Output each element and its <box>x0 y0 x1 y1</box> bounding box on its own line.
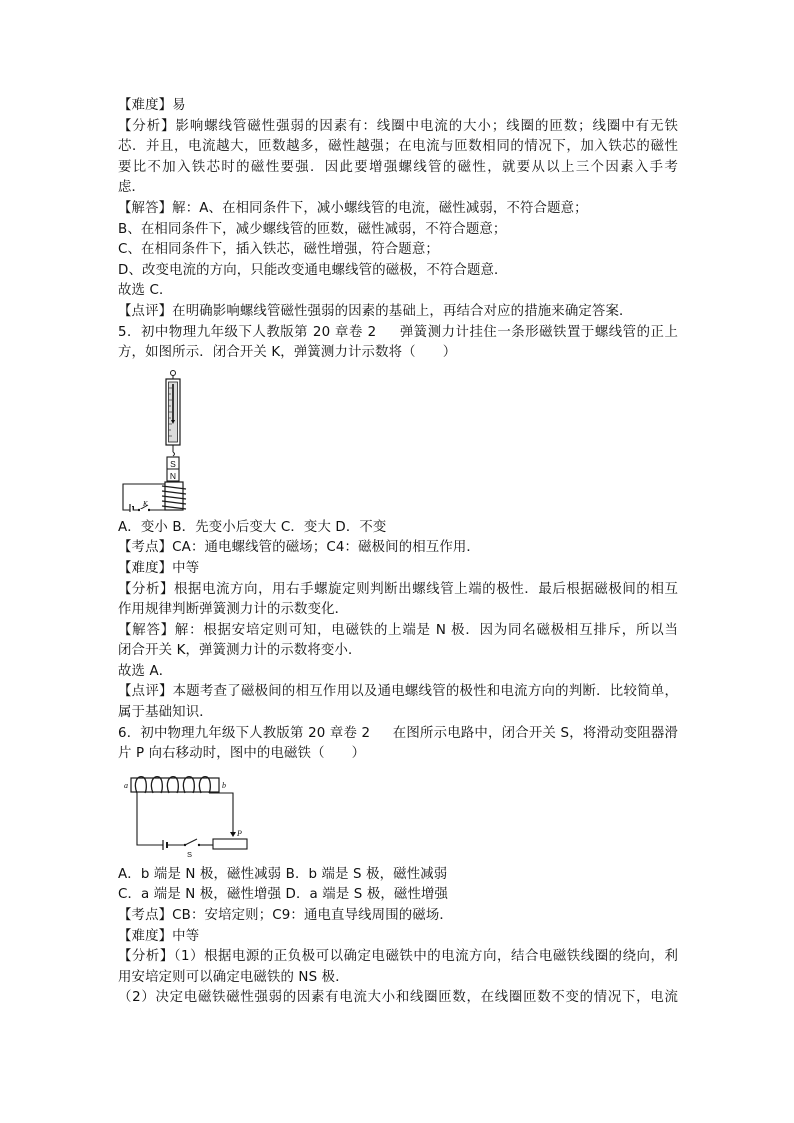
comment-line: 【点评】在明确影响螺线管磁性强弱的因素的基础上，再结合对应的措施来确定答案． <box>118 303 633 319</box>
question-stem: 方，如图所示．闭合开关 K，弹簧测力计示数将（ ） <box>118 345 457 361</box>
kaodian-line: 【考点】CA：通电螺线管的磁场；C4：磁极间的相互作用． <box>118 540 480 556</box>
analysis-line: （2）决定电磁铁磁性强弱的因素有电流大小和线圈匝数，在线圈匝数不变的情况下，电流 <box>118 990 678 1006</box>
answer-line: B、在相同条件下，减少螺线管的匝数，磁性减弱，不符合题意； <box>118 221 507 237</box>
answer-line: 故选 A． <box>118 663 173 679</box>
question-stem: 片 P 向右移动时，图中的电磁铁（ ） <box>118 746 366 762</box>
magnet-s-label: S <box>170 458 176 469</box>
end-b-label: b <box>222 780 226 790</box>
end-a-label: a <box>124 780 128 790</box>
difficulty-line: 【难度】中等 <box>118 928 200 944</box>
analysis-line: 【分析】影响螺线管磁性强弱的因素有：线圈中电流的大小；线圈的匝数；线圈中有无铁 <box>118 118 678 134</box>
difficulty-line: 【难度】易 <box>118 98 186 113</box>
analysis-line: 【分析】（1）根据电源的正负极可以确定电磁铁中的电流方向，结合电磁铁线圈的绕向，利 <box>118 949 678 965</box>
electromagnet-circuit-figure <box>123 775 251 859</box>
switch-s-label: S <box>187 849 193 859</box>
analysis-line: 芯．并且，电流越大，匝数越多，磁性越强；在电流与匝数相同的情况下，加入铁芯的磁性 <box>118 139 678 155</box>
answer-line: 闭合开关 K，弹簧测力计的示数将变小． <box>118 643 362 659</box>
question-stem: 5．初中物理九年级下人教版第 20 章卷 2 弹簧测力计挂住一条形磁铁置于螺线管的正上 <box>118 324 678 340</box>
question-stem: 6．初中物理九年级下人教版第 20 章卷 2 在图所示电路中，闭合开关 S，将滑动变阻器滑 <box>118 725 678 741</box>
analysis-line: 用安培定则可以确定电磁铁的 NS 极． <box>118 969 349 985</box>
answer-line: 故选 C． <box>118 283 173 299</box>
answer-options: A．b 端是 N 极，磁性减弱 B．b 端是 S 极，磁性减弱 <box>118 866 448 882</box>
answer-line: D、改变电流的方向，只能改变通电螺线管的磁极，不符合题意． <box>118 262 508 278</box>
analysis-line: 要比不加入铁芯时的磁性要强．因此要增强螺线管的磁性，就要从以上三个因素入手考 <box>118 159 678 175</box>
analysis-line: 【分析】根据电流方向，用右手螺旋定则判断出螺线管上端的极性．最后根据磁极间的相互 <box>118 581 678 597</box>
kaodian-line: 【考点】CB：安培定则；C9：通电直导线周围的磁场． <box>118 908 453 924</box>
analysis-line: 虑． <box>118 180 146 196</box>
answer-line: C、在相同条件下，插入铁芯，磁性增强，符合题意； <box>118 242 439 258</box>
document-page <box>118 96 678 1009</box>
answer-options: A．变小 B．先变小后变大 C．变大 D．不变 <box>118 519 387 535</box>
answer-line: 【解答】解：根据安培定则可知，电磁铁的上端是 N 极．因为同名磁极相互排斥，所以当 <box>118 622 678 638</box>
answer-options: C．a 端是 N 极，磁性增强 D．a 端是 S 极，磁性增强 <box>118 887 449 903</box>
magnet-n-label: N <box>169 470 177 481</box>
analysis-line: 作用规律判断弹簧测力计的示数变化． <box>118 602 349 618</box>
comment-line: 属于基础知识． <box>118 705 213 721</box>
switch-k-label: K <box>143 499 148 508</box>
slider-p-label: P <box>237 828 242 838</box>
comment-line: 【点评】本题考查了磁极间的相互作用以及通电螺线管的极性和电流方向的判断．比较简单， <box>118 684 678 700</box>
difficulty-line: 【难度】中等 <box>118 560 200 576</box>
answer-line: 【解答】解：A、在相同条件下，减小螺线管的电流，磁性减弱，不符合题意； <box>118 200 588 216</box>
spring-scale-figure <box>121 370 193 512</box>
